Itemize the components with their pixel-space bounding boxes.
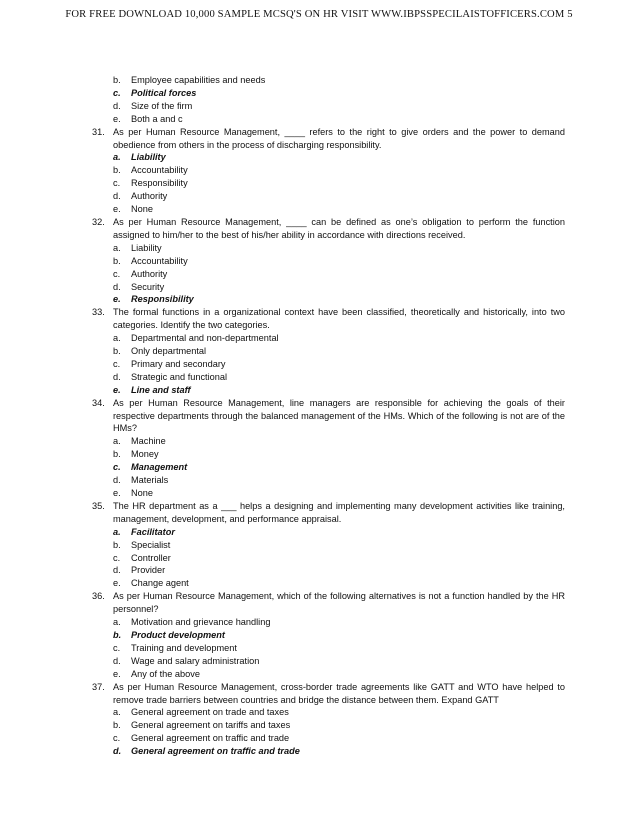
option-letter: b. [113, 346, 121, 357]
option-letter: d. [113, 191, 121, 202]
option-letter: e. [113, 668, 121, 679]
answer-option [92, 74, 565, 87]
question-text: The formal functions in a organizational context have been classified, theoretically and historically, into two categories. Identify the two categories. [113, 307, 565, 331]
option-text: Responsibility [131, 294, 194, 305]
answer-option [92, 655, 565, 668]
option-text: Accountability [131, 255, 188, 266]
question-row [92, 397, 565, 436]
option-text: Controller [131, 552, 171, 563]
answer-option [92, 177, 565, 190]
option-text: Change agent [131, 578, 189, 589]
option-text: General agreement on traffic and trade [131, 746, 300, 757]
answer-option [92, 113, 565, 126]
option-letter: d. [113, 475, 121, 486]
option-letter: c. [113, 178, 121, 189]
option-text: Line and staff [131, 384, 191, 395]
answer-option [92, 255, 565, 268]
answer-option [92, 539, 565, 552]
answer-option-correct [92, 151, 565, 164]
option-text: Materials [131, 475, 169, 486]
option-letter: b. [113, 539, 121, 550]
answer-option-correct [92, 745, 565, 758]
option-text: Only departmental [131, 346, 207, 357]
question-number: 36. [92, 591, 105, 602]
answer-option [92, 448, 565, 461]
option-letter: d. [113, 746, 122, 757]
option-text: Product development [131, 629, 225, 640]
option-text: Provider [131, 565, 166, 576]
question-block [92, 397, 565, 500]
question-block [92, 306, 565, 396]
answer-option [92, 371, 565, 384]
option-text: General agreement on tariffs and taxes [131, 720, 291, 731]
option-text: None [131, 204, 153, 215]
option-text: Political forces [131, 87, 197, 98]
option-text: Training and development [131, 642, 237, 653]
option-letter: c. [113, 733, 121, 744]
answer-option [92, 487, 565, 500]
option-text: Machine [131, 436, 166, 447]
answer-option-correct [92, 629, 565, 642]
answer-option-correct [92, 384, 565, 397]
question-block [92, 681, 565, 758]
answer-option [92, 732, 565, 745]
question-block [92, 500, 565, 590]
option-letter: a. [113, 707, 121, 718]
answer-option [92, 332, 565, 345]
option-text: Liability [131, 152, 166, 163]
question-text: As per Human Resource Management, ____ can be defined as one’s obligation to perform the function assigned to him/her to the best of his/her ability in accordance with directions received. [113, 216, 565, 240]
option-text: Size of the firm [131, 100, 193, 111]
answer-option [92, 642, 565, 655]
answer-option [92, 164, 565, 177]
option-letter: e. [113, 488, 121, 498]
question-block [92, 216, 565, 306]
question-number: 31. [92, 126, 105, 137]
continued-options [92, 74, 565, 126]
option-letter: c. [113, 268, 121, 279]
option-text: Any of the above [131, 668, 200, 679]
question-row [92, 681, 565, 707]
option-letter: d. [113, 565, 121, 576]
option-text: Departmental and non-departmental [131, 333, 279, 344]
answer-option [92, 668, 565, 681]
questions-container [92, 126, 565, 758]
question-text: As per Human Resource Management, cross-border trade agreements like GATT and WTO have helped to remove trade barriers between countries and bridge the distance between them. Expand GATT [113, 681, 565, 705]
answer-option [92, 706, 565, 719]
answer-option-correct [92, 461, 565, 474]
option-text: Both a and c [131, 113, 183, 124]
answer-option [92, 474, 565, 487]
answer-option [92, 281, 565, 294]
answer-option [92, 719, 565, 732]
question-number: 33. [92, 307, 105, 318]
answer-option [92, 203, 565, 216]
option-letter: e. [113, 204, 121, 215]
answer-option [92, 435, 565, 448]
option-letter: e. [113, 384, 121, 395]
question-number: 35. [92, 500, 105, 511]
answer-option-correct [92, 293, 565, 306]
answer-option [92, 345, 565, 358]
option-letter: a. [113, 436, 121, 447]
question-row [92, 500, 565, 526]
answer-option [92, 358, 565, 371]
question-text: As per Human Resource Management, ____ refers to the right to give orders and the power to demand obedience from others in the process of discharging responsibility. [113, 126, 565, 150]
question-block [92, 590, 565, 680]
question-block [92, 126, 565, 216]
option-letter: d. [113, 371, 121, 382]
option-letter: b. [113, 449, 121, 460]
option-letter: b. [113, 629, 122, 640]
option-text: Accountability [131, 165, 188, 176]
option-letter: b. [113, 75, 121, 85]
question-number: 34. [92, 397, 105, 408]
option-letter: c. [113, 358, 121, 369]
option-letter: a. [113, 242, 121, 253]
question-row [92, 306, 565, 332]
option-text: Responsibility [131, 178, 188, 189]
question-row [92, 216, 565, 242]
question-text: The HR department as a ___ helps a designing and implementing many development activities like training, management, development, and performance appraisal. [113, 500, 565, 524]
option-text: Wage and salary administration [131, 655, 260, 666]
option-text: General agreement on traffic and trade [131, 733, 290, 744]
question-row [92, 126, 565, 152]
answer-option [92, 616, 565, 629]
question-text: As per Human Resource Management, which of the following alternatives is not a function handled by the HR personnel? [113, 591, 565, 615]
option-text: Authority [131, 191, 168, 202]
option-text: Security [131, 281, 165, 292]
option-letter: c. [113, 87, 121, 98]
question-text: As per Human Resource Management, line managers are responsible for achieving the goals of their respective departments through the balanced management of the HMs. Which of the following is not are of the HMs? [113, 397, 565, 434]
answer-option [92, 190, 565, 203]
option-letter: d. [113, 281, 121, 292]
option-text: Strategic and functional [131, 371, 228, 382]
option-text: Management [131, 462, 188, 473]
answer-option [92, 552, 565, 565]
option-text: Facilitator [131, 526, 175, 537]
option-text: Employee capabilities and needs [131, 75, 266, 85]
question-number: 37. [92, 681, 105, 692]
answer-option [92, 100, 565, 113]
option-letter: a. [113, 617, 121, 628]
option-letter: d. [113, 655, 121, 666]
option-letter: b. [113, 165, 121, 176]
option-letter: b. [113, 720, 121, 731]
option-text: General agreement on trade and taxes [131, 707, 289, 718]
option-letter: b. [113, 255, 121, 266]
option-letter: c. [113, 462, 121, 473]
page-header: FOR FREE DOWNLOAD 10,000 SAMPLE MCSQ'S ON HR VISIT WWW.IBPSSPECILAISTOFFICERS.COM 5 [65, 9, 573, 20]
option-letter: e. [113, 294, 121, 305]
option-letter: e. [113, 578, 121, 589]
answer-option [92, 564, 565, 577]
option-letter: a. [113, 526, 121, 537]
question-number: 32. [92, 216, 105, 227]
option-text: Liability [131, 242, 162, 253]
question-row [92, 590, 565, 616]
answer-option-correct [92, 526, 565, 539]
option-letter: e. [113, 113, 121, 124]
option-text: Money [131, 449, 159, 460]
answer-option [92, 268, 565, 281]
option-text: Motivation and grievance handling [131, 617, 271, 628]
option-letter: c. [113, 642, 121, 653]
question-list [92, 74, 565, 758]
option-text: Authority [131, 268, 168, 279]
option-text: None [131, 488, 153, 498]
option-text: Specialist [131, 539, 171, 550]
answer-option [92, 242, 565, 255]
answer-option [92, 577, 565, 590]
answer-option-correct [92, 87, 565, 100]
option-text: Primary and secondary [131, 358, 226, 369]
option-letter: d. [113, 100, 121, 111]
option-letter: a. [113, 333, 121, 344]
option-letter: a. [113, 152, 121, 163]
option-letter: c. [113, 552, 121, 563]
